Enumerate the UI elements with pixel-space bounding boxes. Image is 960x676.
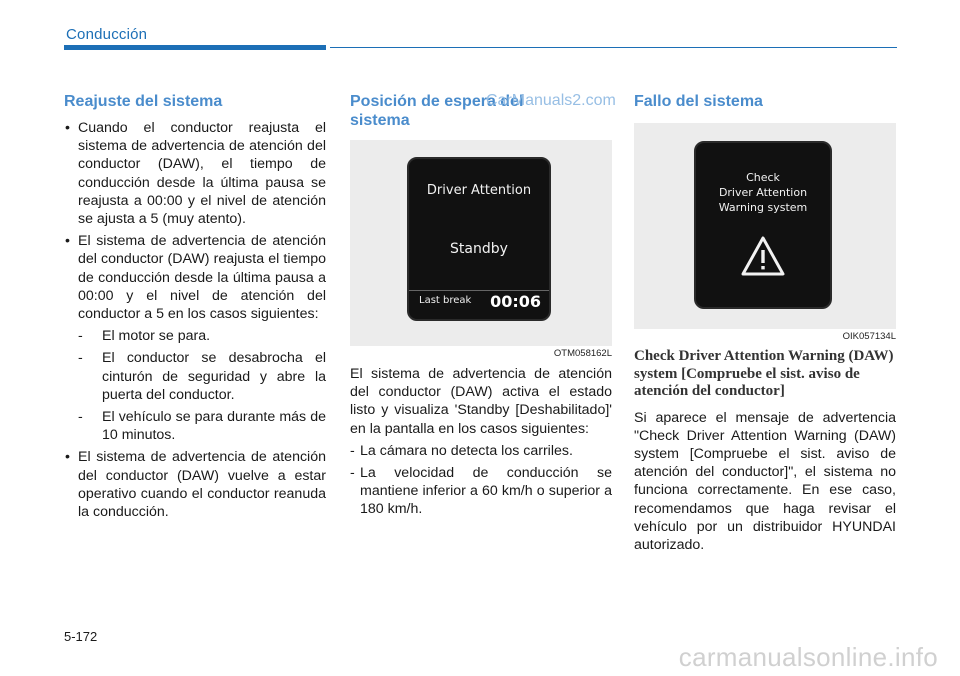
display-line3: Warning system [718,201,808,214]
paragraph: El sistema de advertencia de atención del conductor (DAW) activa el estado listo y visualiza 'Standby [Deshabilitado]' en la pantalla en los casos siguientes: [350,366,612,437]
heading-fallo: Fallo del sistema [634,93,763,110]
display-last-break-time: 00:06 [490,292,541,311]
display-status: Standby [450,241,508,257]
figure-code: OIK057134L [842,331,896,342]
page-number: 5-172 [64,629,98,644]
column-reajuste [64,92,326,525]
watermark-top: CarManuals2.com [486,92,616,109]
warning-caption: Check Driver Attention Warning (DAW) system [Compruebe el sist. aviso de atención del conductor] [634,348,894,399]
warning-triangle-icon [740,235,786,277]
dash-list [350,442,612,519]
standby-figure [350,140,612,346]
column-fallo [634,92,896,554]
heading-reajuste: Reajuste del sistema [64,93,223,110]
header-rule-thin [330,47,897,48]
section-title: Conducción [66,26,148,43]
dash-item: - El motor se para. [78,327,326,345]
display-line1: Check [746,171,780,184]
dash-item: - El conductor se desabrocha el cinturón de seguridad y abre la puerta del conductor. [78,349,326,404]
heading-posicion-espera: Posición de espera del sistema [350,93,524,129]
dash-item: - El vehículo se para durante más de 10 minutos. [78,408,326,444]
bullet-item: • El sistema de advertencia de atención del conductor (DAW) vuelve a estar operativo cuando el conductor reanuda la conducción. [64,448,326,521]
warning-figure [634,123,896,329]
paragraph: Si aparece el mensaje de advertencia "Check Driver Attention Warning (DAW) system [Compruebe el sist. aviso de atención del conductor]", el sistema no funciona correctamente. En ese caso, recomendamos que haga revisar el vehículo por un distribuidor HYUNDAI autorizado. [634,409,896,553]
figure-code: OTM058162L [553,348,612,359]
cluster-display-warning [694,141,832,309]
display-title: Driver Attention [426,183,532,198]
display-last-break-label: Last break [419,295,472,306]
bullet-text: El sistema de advertencia de atención del conductor (DAW) reajusta el tiempo de conducción desde la última pausa a 00:00 y el nivel de atención del conductor a 5 en los casos siguientes: [78,233,326,323]
dash-list [78,327,326,444]
dash-item: - La velocidad de conducción se mantiene inferior a 60 km/h o superior a 180 km/h. [350,464,612,519]
display-divider [409,290,549,291]
column-posicion-espera [350,92,612,523]
bullet-item: • Cuando el conductor reajusta el sistema de advertencia de atención del conductor (DAW), el tiempo de conducción desde la última pausa se reajusta a 00:00 y el nivel de atención se ajusta a 5 (muy atento). [64,119,326,228]
cluster-display-standby [407,157,551,321]
watermark-bottom: carmanualsonline.info [678,642,938,672]
header-rule-thick [64,45,326,50]
bullet-list [64,119,326,521]
dash-item: - La cámara no detecta los carriles. [350,442,612,460]
display-line2: Driver Attention [718,186,808,199]
bullet-item [64,232,326,444]
